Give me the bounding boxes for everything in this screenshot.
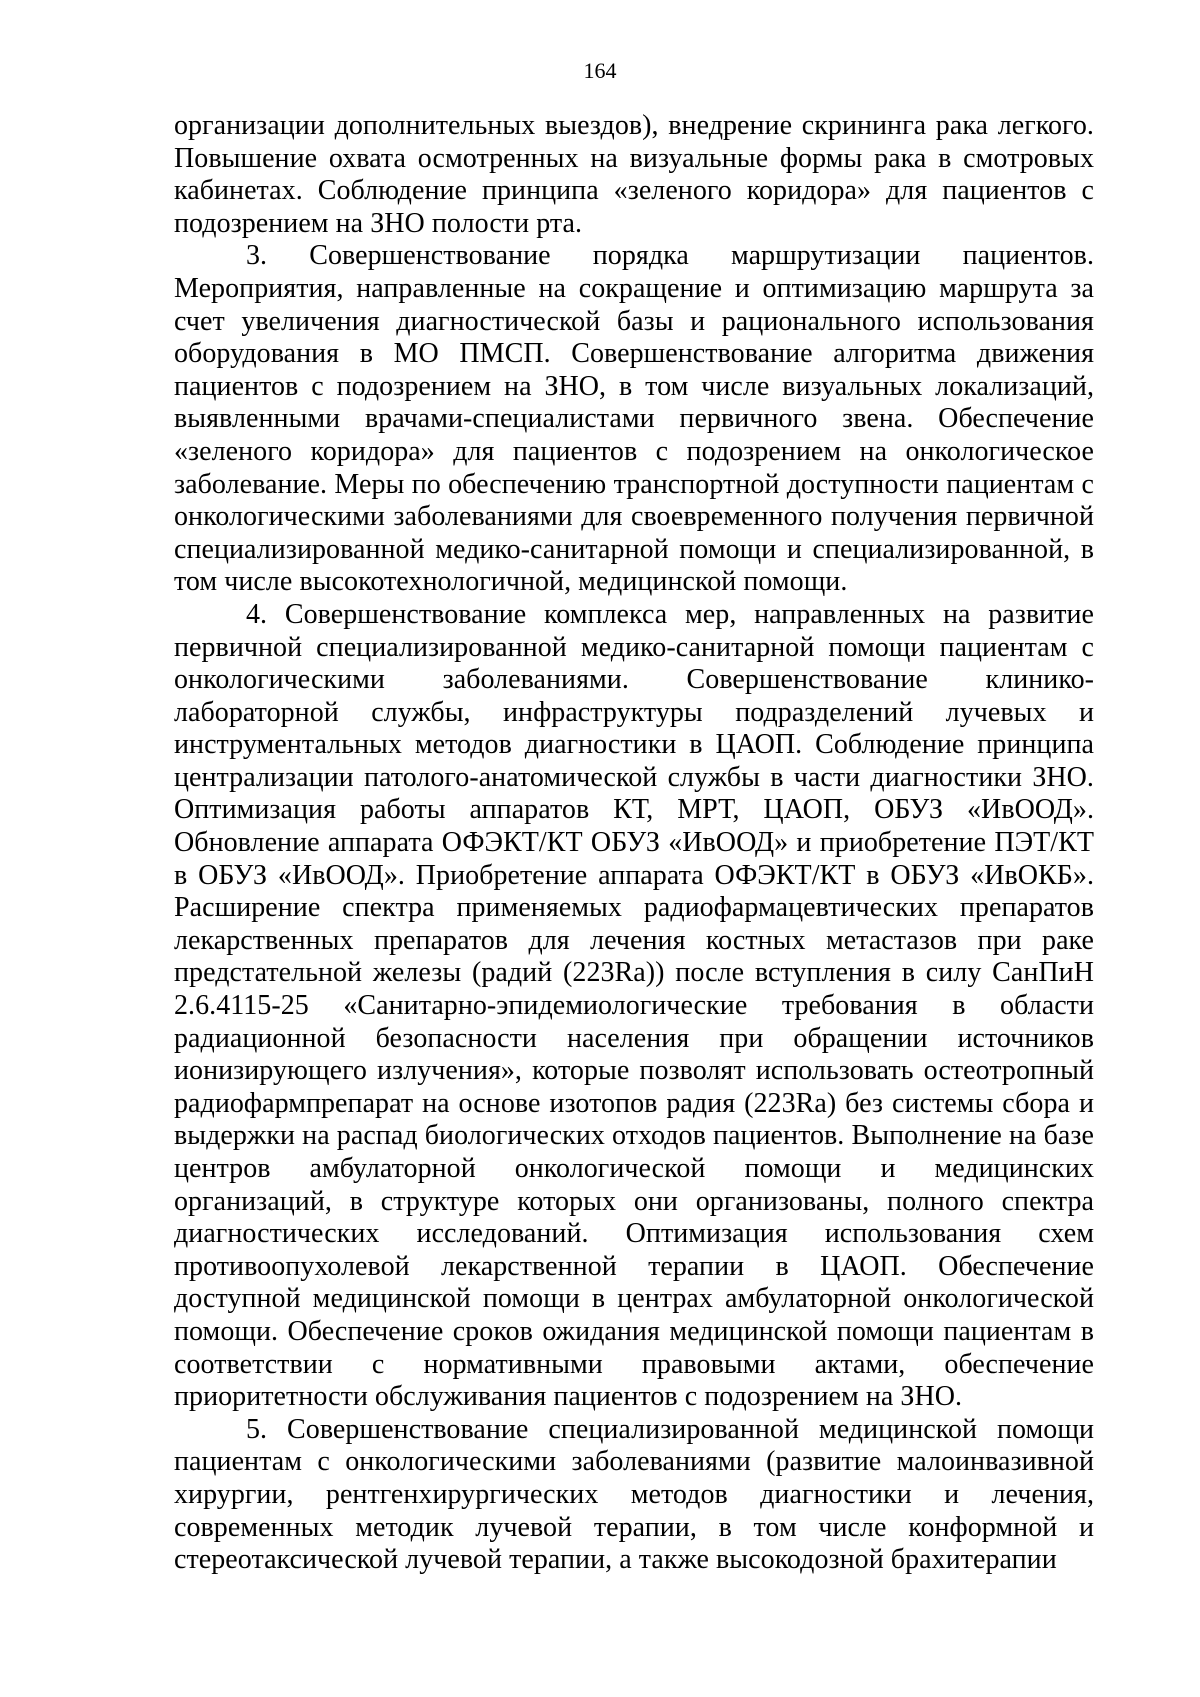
paragraph-item-5: 5. Совершенствование специализированной медицинской помощи пациентам с онкологическими заболеваниями (развитие малоинвазивной хирургии, рентгенхирургических методов диагностики и лечения, современных методик лучевой терапии, в том числе конформной и стереотаксической лучевой терапии, а также высокодозной брахитерапии — [174, 1413, 1094, 1576]
page-number: 164 — [583, 58, 617, 83]
paragraph-continuation: организации дополнительных выездов), внедрение скрининга рака легкого. Повышение охвата осмотренных на визуальные формы рака в смотровых кабинетах. Соблюдение принципа «зеленого коридора» для пациентов с подозрением на ЗНО полости рта. — [174, 110, 1094, 239]
document-body — [174, 110, 1094, 1577]
paragraph-item-3: 3. Совершенствование порядка маршрутизации пациентов. Мероприятия, направленные на сокращение и оптимизацию маршрута за счет увеличения диагностической базы и рационального использования оборудования в МО ПМСП. Совершенствование алгоритма движения пациентов с подозрением на ЗНО, в том числе визуальных локализаций, выявленными врачами-специалистами первичного звена. Обеспечение «зеленого коридора» для пациентов с подозрением на онкологическое заболевание. Меры по обеспечению транспортной доступности пациентам с онкологическими заболеваниями для своевременного получения первичной специализированной медико-санитарной помощи и специализированной, в том числе высокотехнологичной, медицинской помощи. — [174, 240, 1094, 598]
paragraph-item-4: 4. Совершенствование комплекса мер, направленных на развитие первичной специализированной медико-санитарной помощи пациентам с онкологическими заболеваниями. Совершенствование клинико-лабораторной службы, инфраструктуры подразделений лучевых и инструментальных методов диагностики в ЦАОП. Соблюдение принципа централизации патолого-анатомической службы в части диагностики ЗНО. Оптимизация работы аппаратов КТ, МРТ, ЦАОП, ОБУЗ «ИвООД». Обновление аппарата ОФЭКТ/КТ ОБУЗ «ИвООД» и приобретение ПЭТ/КТ в ОБУЗ «ИвООД». Приобретение аппарата ОФЭКТ/КТ в ОБУЗ «ИвОКБ». Расширение спектра применяемых радиофармацевтических препаратов лекарственных препаратов для лечения костных метастазов при раке предстательной железы (радий (223Ra)) после вступления в силу СанПиН 2.6.4115-25 «Санитарно-эпидемиологические требования в области радиационной безопасности населения при обращении источников ионизирующего излучения», которые позволят использовать остеотропный радиофармпрепарат на основе изотопов радия (223Ra) без системы сбора и выдержки на распад биологических отходов пациентов. Выполнение на базе центров амбулаторной онкологической помощи и медицинских организаций, в структуре которых они организованы, полного спектра диагностических исследований. Оптимизация использования схем противоопухолевой лекарственной терапии в ЦАОП. Обеспечение доступной медицинской помощи в центрах амбулаторной онкологической помощи. Обеспечение сроков ожидания медицинской помощи пациентам в соответствии с нормативными правовыми актами, обеспечение приоритетности обслуживания пациентов с подозрением на ЗНО. — [174, 598, 1094, 1413]
